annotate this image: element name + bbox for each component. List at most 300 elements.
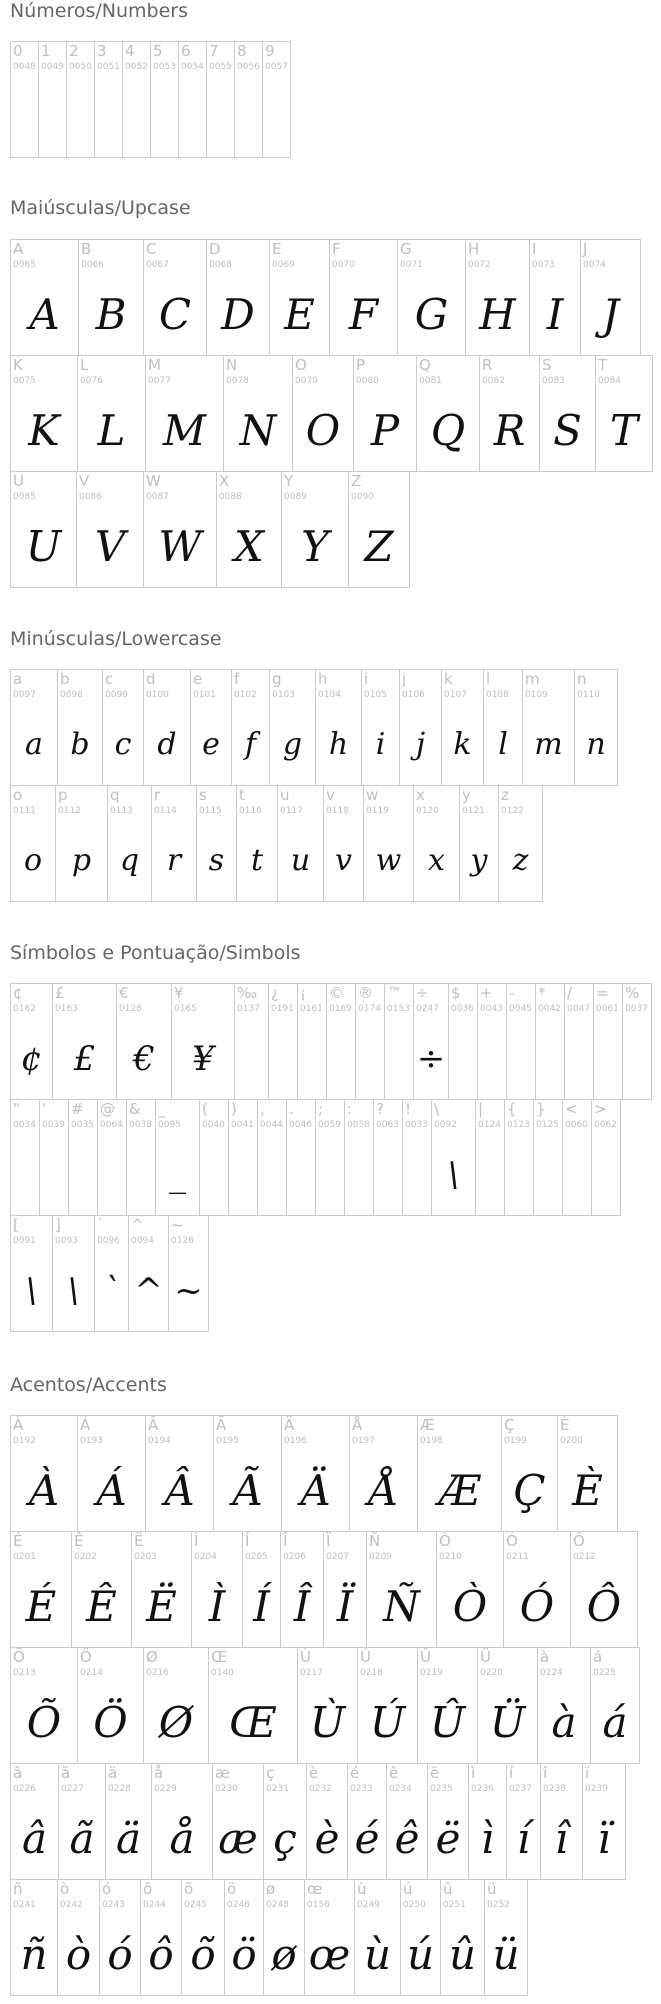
character-label: £ xyxy=(55,984,65,1002)
glyph-cell xyxy=(431,1099,476,1216)
glyph-cell xyxy=(10,1215,53,1332)
code-label: 0195 xyxy=(216,1436,239,1446)
glyph-cell xyxy=(441,669,484,786)
character-label: J xyxy=(583,240,588,258)
character-label: p xyxy=(58,786,68,804)
code-label: 0205 xyxy=(245,1552,268,1562)
character-label: 2 xyxy=(69,42,79,60)
glyph-sample: õ xyxy=(190,1930,216,1979)
character-label: Q xyxy=(419,356,431,374)
glyph-cell xyxy=(436,1531,504,1648)
code-label: 0084 xyxy=(598,376,621,386)
glyph-cell xyxy=(465,239,530,356)
glyph-sample: K xyxy=(28,406,60,455)
character-label: í xyxy=(509,1764,514,1782)
glyph-row xyxy=(10,41,291,158)
character-label: å xyxy=(154,1764,164,1782)
character-label: ~ xyxy=(171,1216,184,1234)
glyph-cell xyxy=(52,983,117,1100)
glyph-sample xyxy=(151,76,178,157)
glyph-cell xyxy=(622,983,652,1100)
glyph-cell xyxy=(10,785,56,902)
character-label: a xyxy=(13,670,23,688)
glyph-cell xyxy=(116,983,172,1100)
glyph-cell xyxy=(131,1531,192,1648)
code-label: 0108 xyxy=(486,690,509,700)
character-label: Á xyxy=(80,1416,91,1434)
code-label: 0156 xyxy=(307,1900,330,1910)
glyph-sample: X xyxy=(234,522,264,571)
glyph-cell xyxy=(373,1099,403,1216)
character-label: É xyxy=(13,1532,23,1550)
character-label: D xyxy=(209,240,221,258)
glyph-cell xyxy=(397,239,466,356)
glyph-sample: n xyxy=(586,727,606,762)
code-label: 0073 xyxy=(532,260,555,270)
character-label: G xyxy=(400,240,412,258)
code-label: 0064 xyxy=(100,1120,123,1130)
glyph-cell xyxy=(440,1879,485,1996)
glyph-sample: Ë xyxy=(146,1582,177,1631)
character-label: c xyxy=(105,670,114,688)
glyph-cell xyxy=(277,785,324,902)
glyph-cell xyxy=(216,471,282,588)
code-label: 0247 xyxy=(416,1004,439,1014)
glyph-cell xyxy=(574,669,618,786)
code-label: 0209 xyxy=(369,1552,392,1562)
code-label: 0237 xyxy=(509,1784,532,1794)
character-label: # xyxy=(71,1100,84,1118)
glyph-cell xyxy=(143,471,217,588)
code-label: 0057 xyxy=(265,62,288,72)
glyph-sample: Ø xyxy=(158,1698,194,1747)
glyph-row xyxy=(10,1531,638,1648)
character-label: g xyxy=(272,670,282,688)
character-label: ‰ xyxy=(237,984,258,1002)
character-label: ¥ xyxy=(174,984,184,1002)
glyph-cell xyxy=(459,785,499,902)
glyph-sample: Í xyxy=(253,1582,270,1631)
character-label: 9 xyxy=(265,42,275,60)
code-label: 0225 xyxy=(593,1668,616,1678)
glyph-cell xyxy=(145,355,224,472)
code-label: 0042 xyxy=(538,1004,561,1014)
character-label: ì xyxy=(471,1764,476,1782)
code-label: 0199 xyxy=(504,1436,527,1446)
glyph-sample: ê xyxy=(394,1814,420,1863)
glyph-cell xyxy=(315,669,362,786)
glyph-cell xyxy=(143,669,191,786)
glyph-cell xyxy=(402,1099,432,1216)
character-label: \ xyxy=(434,1100,440,1118)
code-label: 0096 xyxy=(97,1236,120,1246)
code-label: 0070 xyxy=(332,260,355,270)
glyph-sample xyxy=(316,1134,344,1215)
glyph-cell xyxy=(361,669,400,786)
code-label: 0090 xyxy=(351,492,374,502)
glyph-sample: Ü xyxy=(489,1698,526,1747)
code-label: 0244 xyxy=(143,1900,166,1910)
glyph-sample: ç xyxy=(273,1814,297,1863)
glyph-sample: r xyxy=(166,843,182,878)
code-label: 0226 xyxy=(13,1784,36,1794)
character-label: Ç xyxy=(504,1416,515,1434)
code-label: 0109 xyxy=(525,690,548,700)
glyph-sample xyxy=(67,76,94,157)
glyph-cell xyxy=(281,471,349,588)
glyph-cell xyxy=(366,1531,437,1648)
code-label: 0230 xyxy=(215,1784,238,1794)
glyph-sample: Ç xyxy=(513,1466,546,1515)
glyph-cell xyxy=(10,355,78,472)
code-label: 0217 xyxy=(300,1668,323,1678)
glyph-cell xyxy=(224,1879,264,1996)
glyph-sample: P xyxy=(370,406,400,455)
character-label: ê xyxy=(389,1764,399,1782)
glyph-sample xyxy=(507,1018,535,1099)
character-label: * xyxy=(538,984,546,1002)
glyph-sample: Ï xyxy=(336,1582,354,1631)
code-label: 0078 xyxy=(226,376,249,386)
code-label: 0095 xyxy=(158,1120,181,1130)
glyph-sample: Á xyxy=(96,1466,127,1515)
code-label: 0121 xyxy=(462,806,485,816)
character-label: { xyxy=(507,1100,517,1118)
glyph-row xyxy=(10,1215,209,1332)
glyph-cell xyxy=(38,41,67,158)
code-label: 0080 xyxy=(356,376,379,386)
glyph-cell xyxy=(178,41,207,158)
character-label: o xyxy=(13,786,23,804)
code-label: 0044 xyxy=(260,1120,283,1130)
glyph-cell xyxy=(10,1879,58,1996)
code-label: 0239 xyxy=(585,1784,608,1794)
glyph-cell xyxy=(10,669,58,786)
glyph-row xyxy=(10,1763,626,1880)
glyph-cell xyxy=(347,1763,387,1880)
glyph-sample xyxy=(478,1018,506,1099)
glyph-cell xyxy=(262,41,291,158)
glyph-cell xyxy=(268,983,298,1100)
code-label: 0063 xyxy=(376,1120,399,1130)
character-label: À xyxy=(13,1416,24,1434)
glyph-cell xyxy=(292,355,354,472)
character-label: e xyxy=(193,670,203,688)
glyph-sample: u xyxy=(290,843,311,878)
code-label: 0086 xyxy=(79,492,102,502)
code-label: 0091 xyxy=(13,1236,36,1246)
code-label: 0113 xyxy=(110,806,133,816)
glyph-sample xyxy=(563,1134,591,1215)
glyph-sample: Ì xyxy=(208,1582,226,1631)
character-label: M xyxy=(148,356,161,374)
character-label: i xyxy=(364,670,369,688)
code-label: 0212 xyxy=(573,1552,596,1562)
character-label: v xyxy=(326,786,335,804)
glyph-sample: Å xyxy=(368,1466,399,1515)
code-label: 0137 xyxy=(237,1004,260,1014)
code-label: 0224 xyxy=(540,1668,563,1678)
code-label: 0048 xyxy=(13,62,36,72)
glyph-sample: d xyxy=(157,727,177,762)
code-label: 0245 xyxy=(184,1900,207,1910)
code-label: 0066 xyxy=(81,260,104,270)
character-label: ; xyxy=(318,1100,324,1118)
code-label: 0252 xyxy=(487,1900,510,1910)
code-label: 0067 xyxy=(146,260,169,270)
glyph-cell xyxy=(591,1099,621,1216)
glyph-sample: I xyxy=(546,290,564,339)
glyph-cell xyxy=(484,1879,528,1996)
character-label: K xyxy=(13,356,23,374)
code-label: 0106 xyxy=(402,690,425,700)
code-label: 0107 xyxy=(444,690,467,700)
glyph-sample xyxy=(269,1018,297,1099)
glyph-cell xyxy=(384,983,414,1100)
glyph-cell xyxy=(242,1531,281,1648)
code-label: 0193 xyxy=(80,1436,103,1446)
code-label: 0034 xyxy=(13,1120,36,1130)
glyph-cell xyxy=(570,1531,638,1648)
character-label: " xyxy=(13,1100,20,1118)
glyph-cell xyxy=(582,1763,626,1880)
code-label: 0206 xyxy=(283,1552,306,1562)
glyph-cell xyxy=(102,669,144,786)
code-label: 0227 xyxy=(61,1784,84,1794)
glyph-cell xyxy=(57,669,103,786)
section-title: Símbolos e Pontuação/Simbols xyxy=(10,942,301,964)
glyph-sample: é xyxy=(354,1814,380,1863)
character-label: è xyxy=(309,1764,319,1782)
glyph-sample: ï xyxy=(597,1814,611,1863)
code-label: 0059 xyxy=(318,1120,341,1130)
character-label: ú xyxy=(403,1880,413,1898)
glyph-sample: c xyxy=(114,727,132,762)
code-label: 0207 xyxy=(326,1552,349,1562)
glyph-cell xyxy=(94,41,123,158)
glyph-sample: R xyxy=(493,406,526,455)
code-label: 0079 xyxy=(295,376,318,386)
code-label: 0231 xyxy=(266,1784,289,1794)
character-label: + xyxy=(480,984,493,1002)
glyph-sample: v xyxy=(335,843,352,878)
glyph-sample: Ù xyxy=(309,1698,346,1747)
glyph-cell xyxy=(199,1099,229,1216)
character-label: ¢ xyxy=(13,984,23,1002)
glyph-sample: C xyxy=(158,290,192,339)
code-label: 0055 xyxy=(209,62,232,72)
character-label: € xyxy=(119,984,129,1002)
glyph-cell xyxy=(533,1099,563,1216)
glyph-cell xyxy=(468,1763,507,1880)
character-label: Â xyxy=(148,1416,159,1434)
character-label: 3 xyxy=(97,42,107,60)
glyph-cell xyxy=(529,239,581,356)
code-label: 0088 xyxy=(219,492,242,502)
character-label: y xyxy=(462,786,471,804)
glyph-sample: \ xyxy=(25,1270,38,1311)
character-label: U xyxy=(13,472,24,490)
code-label: 0232 xyxy=(309,1784,332,1794)
glyph-sample: Õ xyxy=(26,1698,62,1747)
glyph-cell xyxy=(55,785,108,902)
character-label: ã xyxy=(61,1764,71,1782)
glyph-sample: ù xyxy=(363,1930,392,1979)
code-label: 0082 xyxy=(482,376,505,386)
code-label: 0196 xyxy=(284,1436,307,1446)
glyph-cell xyxy=(206,239,270,356)
glyph-cell xyxy=(168,1215,209,1332)
glyph-cell xyxy=(416,355,480,472)
glyph-cell xyxy=(448,983,478,1100)
glyph-sample: N xyxy=(239,406,277,455)
character-label: Ö xyxy=(80,1648,92,1666)
character-label: > xyxy=(594,1100,607,1118)
glyph-sample: Œ xyxy=(229,1698,277,1747)
glyph-sample: Ö xyxy=(93,1698,128,1747)
glyph-sample xyxy=(594,1018,622,1099)
glyph-cell xyxy=(97,1099,127,1216)
glyph-sample: ä xyxy=(115,1814,142,1863)
glyph-cell xyxy=(257,1099,287,1216)
glyph-sample: t xyxy=(250,843,264,878)
glyph-sample: A xyxy=(29,290,60,339)
character-label: B xyxy=(81,240,92,258)
code-label: 0112 xyxy=(58,806,81,816)
glyph-cell xyxy=(143,1647,209,1764)
code-label: 0191 xyxy=(271,1004,294,1014)
glyph-sample: î xyxy=(554,1814,569,1863)
code-label: 0100 xyxy=(146,690,169,700)
code-label: 0211 xyxy=(506,1552,529,1562)
glyph-sample: f xyxy=(244,727,257,762)
character-label: ] xyxy=(55,1216,61,1234)
glyph-cell xyxy=(269,669,316,786)
character-label: 0 xyxy=(13,42,23,60)
code-label: 0089 xyxy=(284,492,307,502)
glyph-sample: ò xyxy=(65,1930,92,1979)
glyph-cell xyxy=(126,1099,156,1216)
section-title: Acentos/Accents xyxy=(10,1374,167,1396)
glyph-sample: o xyxy=(23,843,43,878)
glyph-cell xyxy=(506,1763,541,1880)
code-label: 0251 xyxy=(443,1900,466,1910)
glyph-cell xyxy=(10,1647,78,1764)
code-label: 0174 xyxy=(358,1004,381,1014)
code-label: 0037 xyxy=(625,1004,648,1014)
glyph-sample: á xyxy=(602,1698,628,1747)
glyph-cell xyxy=(145,1415,214,1532)
character-label: u xyxy=(280,786,290,804)
character-label: 7 xyxy=(209,42,219,60)
glyph-cell xyxy=(223,355,293,472)
code-label: 0202 xyxy=(74,1552,97,1562)
glyph-sample xyxy=(623,1018,651,1099)
glyph-cell xyxy=(386,1763,428,1880)
glyph-sample: ü xyxy=(492,1930,520,1979)
glyph-sample: ~ xyxy=(174,1270,203,1311)
glyph-cell xyxy=(580,239,641,356)
glyph-sample: g xyxy=(282,727,303,762)
code-label: 0075 xyxy=(13,376,36,386)
glyph-cell xyxy=(475,1099,505,1216)
glyph-cell xyxy=(206,41,235,158)
character-label: q xyxy=(110,786,120,804)
glyph-sample: E xyxy=(284,290,315,339)
glyph-sample: Ò xyxy=(452,1582,488,1631)
character-label: ù xyxy=(357,1880,367,1898)
glyph-cell xyxy=(557,1415,618,1532)
glyph-sample: a xyxy=(25,727,43,762)
glyph-cell xyxy=(501,1415,558,1532)
glyph-cell xyxy=(539,355,596,472)
character-label: Ù xyxy=(300,1648,311,1666)
code-label: 0220 xyxy=(480,1668,503,1678)
glyph-sample: Æ xyxy=(438,1466,481,1515)
character-label: á xyxy=(593,1648,603,1666)
glyph-cell xyxy=(122,41,151,158)
section-title: Números/Numbers xyxy=(10,0,188,22)
glyph-sample: h xyxy=(328,727,349,762)
glyph-cell xyxy=(323,785,364,902)
glyph-sample: l xyxy=(498,727,508,762)
code-label: 0051 xyxy=(97,62,120,72)
character-label: Í xyxy=(245,1532,250,1550)
code-label: 0216 xyxy=(146,1668,169,1678)
glyph-sample: j xyxy=(415,727,426,762)
glyph-cell xyxy=(593,983,623,1100)
character-label: Ä xyxy=(284,1416,295,1434)
character-label: S xyxy=(542,356,552,374)
glyph-cell xyxy=(57,1879,100,1996)
character-label: w xyxy=(366,786,379,804)
glyph-sample xyxy=(11,76,38,157)
glyph-sample: Q xyxy=(430,406,466,455)
character-label: Ê xyxy=(74,1532,84,1550)
glyph-sample: Ó xyxy=(519,1582,555,1631)
glyph-sample: H xyxy=(479,290,516,339)
glyph-sample: Ê xyxy=(86,1582,117,1631)
code-label: 0071 xyxy=(400,260,423,270)
glyph-cell xyxy=(77,355,146,472)
character-label: ^ xyxy=(131,1216,144,1234)
glyph-sample: É xyxy=(25,1582,57,1631)
character-label: V xyxy=(79,472,90,490)
glyph-sample xyxy=(200,1134,228,1215)
glyph-sample: i xyxy=(375,727,386,762)
code-label: 0153 xyxy=(387,1004,410,1014)
glyph-cell xyxy=(10,1415,78,1532)
glyph-sample: y xyxy=(470,843,488,878)
glyph-row xyxy=(10,1647,640,1764)
glyph-sample: ¢ xyxy=(20,1038,43,1079)
code-label: 0103 xyxy=(272,690,295,700)
character-label: ö xyxy=(227,1880,237,1898)
glyph-cell xyxy=(151,785,197,902)
glyph-cell xyxy=(196,785,237,902)
glyph-sample: L xyxy=(97,406,126,455)
glyph-cell xyxy=(329,239,398,356)
glyph-sample xyxy=(534,1134,562,1215)
character-label: n xyxy=(577,670,587,688)
character-label: û xyxy=(443,1880,453,1898)
code-label: 0201 xyxy=(13,1552,36,1562)
glyph-cell xyxy=(564,983,594,1100)
character-label: Ì xyxy=(194,1532,199,1550)
glyph-cell xyxy=(562,1099,592,1216)
code-label: 0126 xyxy=(171,1236,194,1246)
glyph-cell xyxy=(269,239,330,356)
